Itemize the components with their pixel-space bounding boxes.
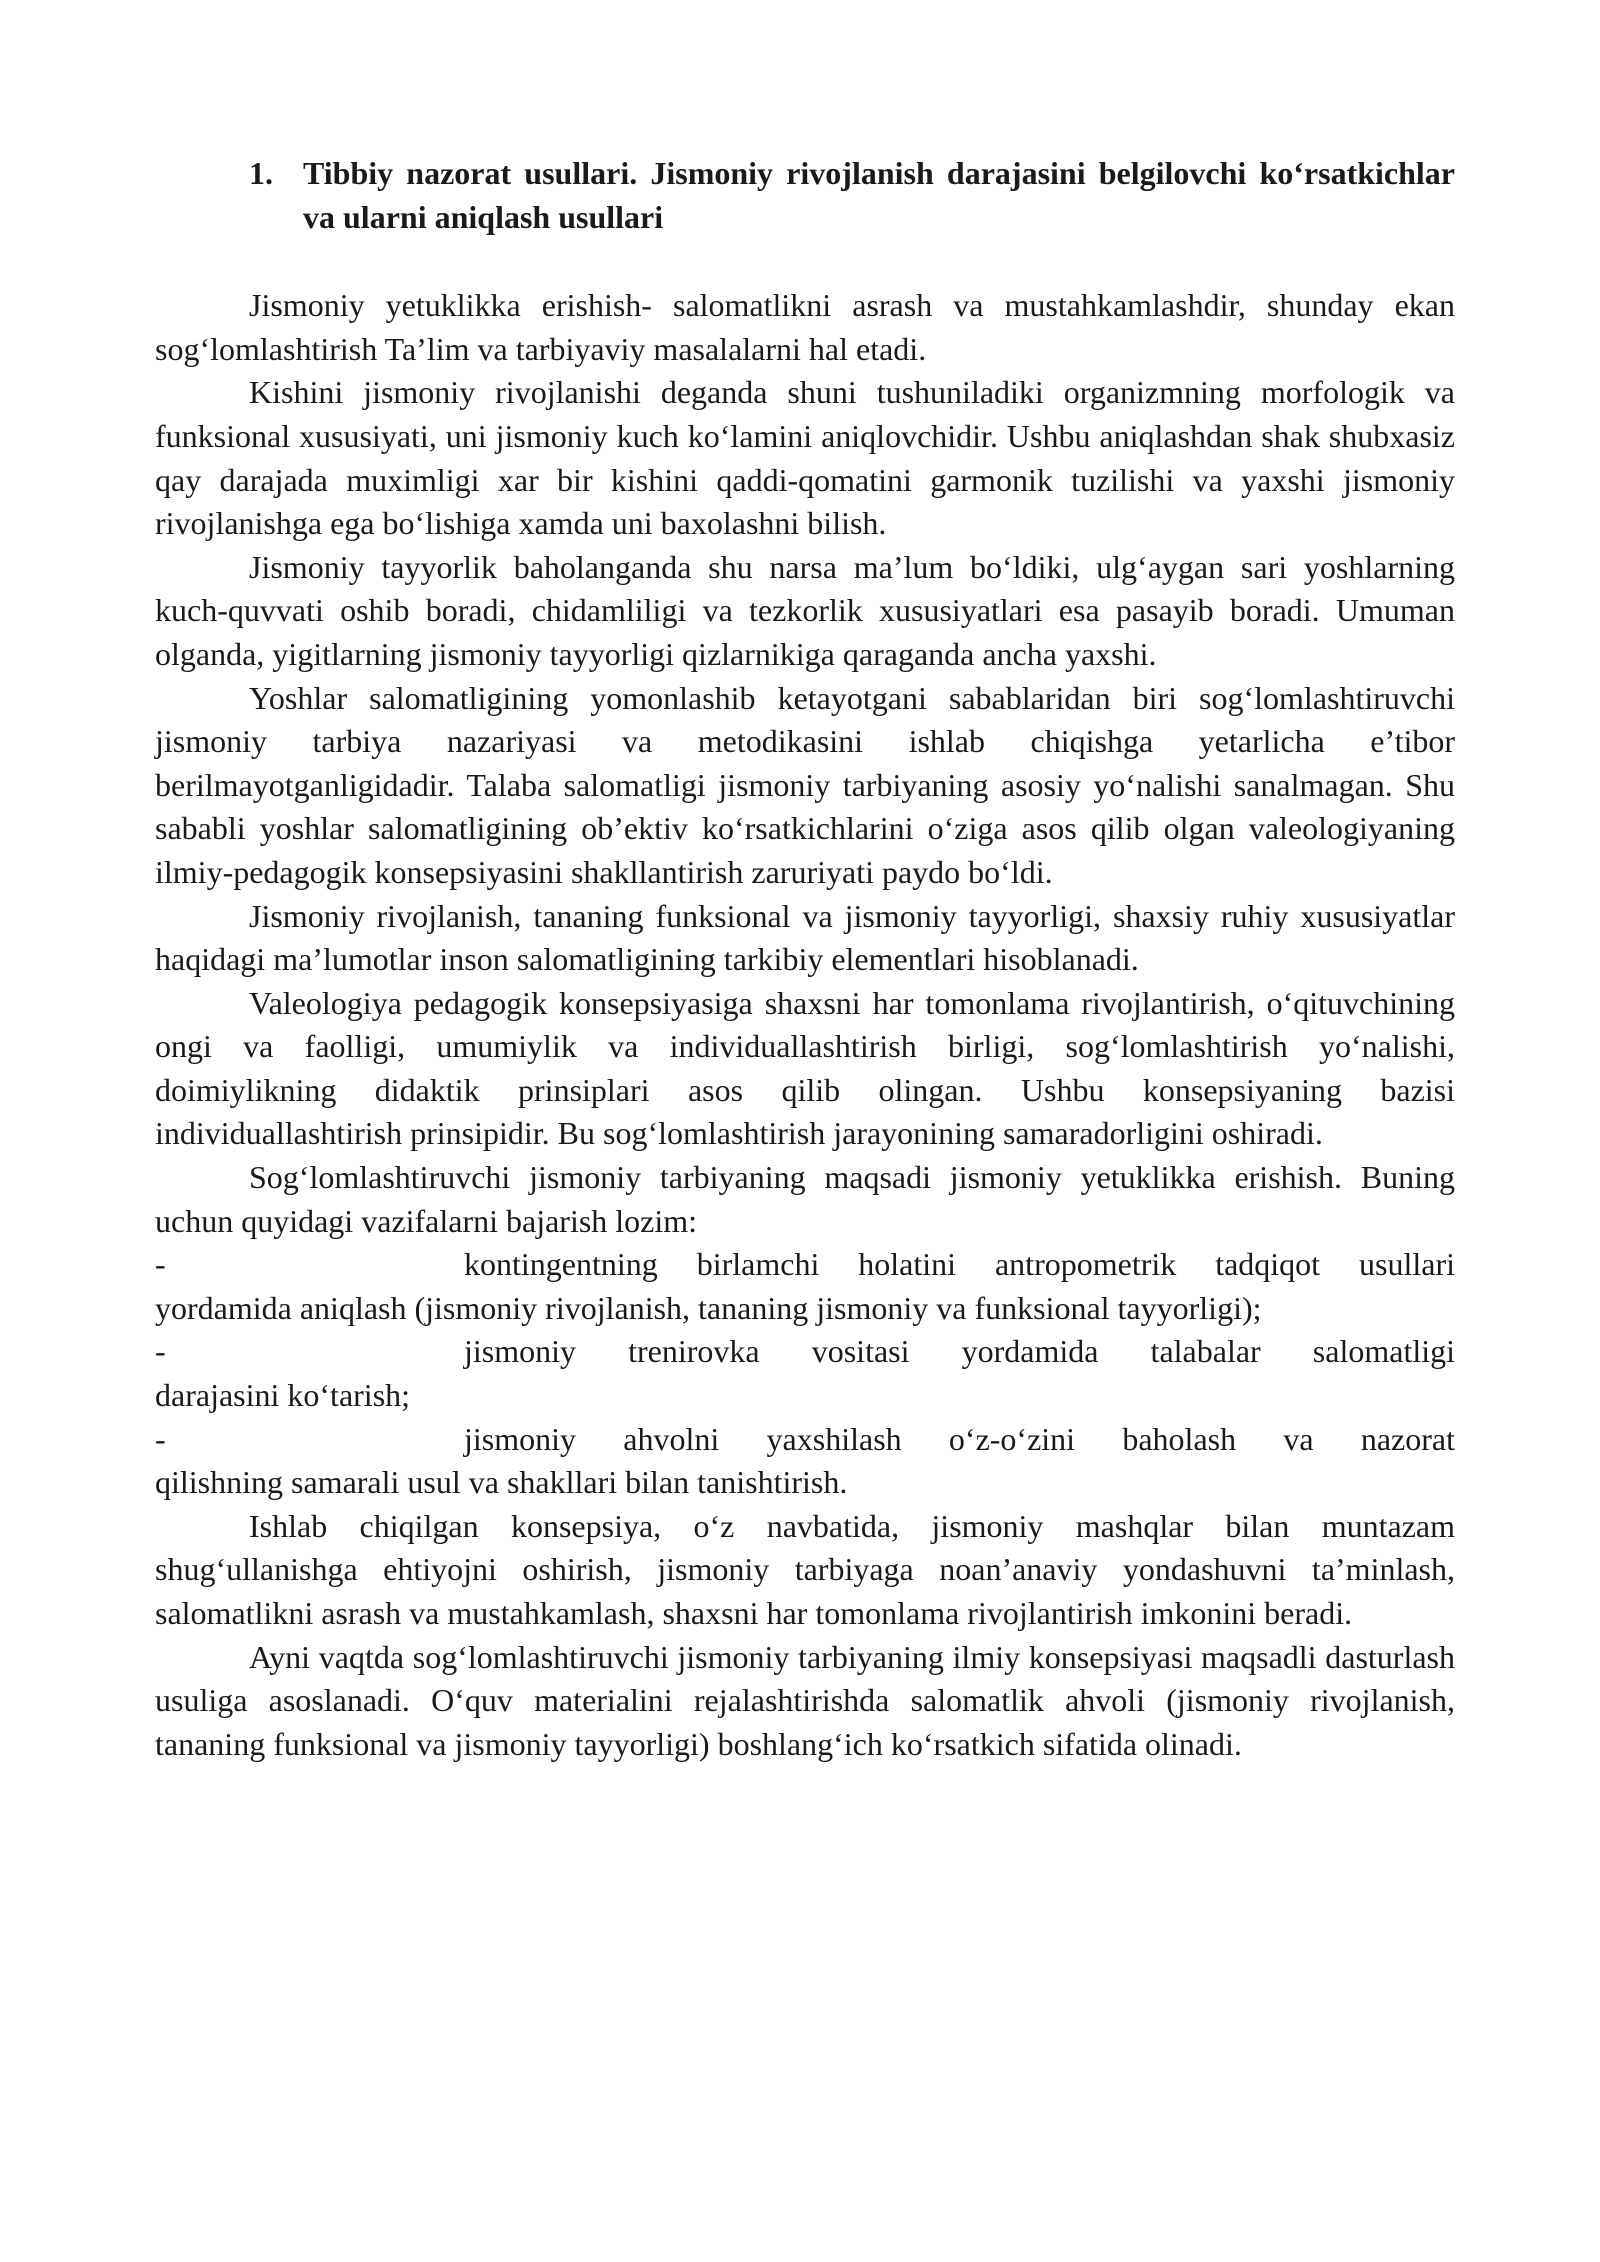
heading-number: 1. — [249, 155, 273, 191]
section-heading — [249, 152, 1455, 239]
paragraph: Ishlab chiqilgan konsepsiya, oʻz navbatida, jismoniy mashqlar bilan muntazam shugʻullanishga ehtiyojni oshirish, jismoniy tarbiyaga noan’anaviy yondashuvni ta’minlash, salomatlikni asrash va mustahkamlash, shaxsni har tomonlama rivojlantirish imkonini beradi. — [155, 1507, 1455, 1631]
list-item-continuation: darajasini koʻtarish; — [155, 1377, 411, 1414]
dash-marker: - — [155, 1246, 166, 1283]
list-item-continuation: yordamida aniqlash (jismoniy rivojlanish, tananing jismoniy va funksional tayyorligi); — [155, 1289, 1262, 1326]
document-page — [155, 152, 1455, 1766]
paragraph: Jismoniy yetuklikka erishish- salomatlikni asrash va mustahkamlashdir, shunday ekan sogʻlomlashtirish Ta’lim va tarbiyaviy masalalarni hal etadi. — [155, 287, 1455, 367]
paragraph: Kishini jismoniy rivojlanishi deganda shuni tushuniladiki organizmning morfologik va funksional xususiyati, uni jismoniy kuch koʻlamini aniqlovchidir. Ushbu aniqlashdan shak shubxasiz qay darajada muximligi xar bir kishini qaddi-qomatini garmonik tuzilishi va yaxshi jismoniy rivojlanishga ega boʻlishiga xamda uni baxolashni bilish. — [155, 374, 1455, 542]
paragraph: Valeologiya pedagogik konsepsiyasiga shaxsni har tomonlama rivojlantirish, oʻqituvchining ongi va faolligi, umumiylik va individuallashtirish birligi, sogʻlomlashtirish yoʻnalishi, doimiylikning didaktik prinsiplari asos qilib olingan. Ushbu konsepsiyaning bazisi individuallashtirish prinsipidir. Bu sogʻlomlashtirish jarayonining samaradorligini oshiradi. — [155, 984, 1455, 1152]
list-item — [155, 1418, 1455, 1505]
list-item-first-line: kontingentning birlamchi holatini antropometrik tadqiqot usullari — [464, 1246, 1455, 1283]
list-item — [155, 1330, 1455, 1417]
dash-marker: - — [155, 1333, 166, 1370]
paragraph: Jismoniy rivojlanish, tananing funksional va jismoniy tayyorligi, shaxsiy ruhiy xususiyatlar haqidagi ma’lumotlar inson salomatligining tarkibiy elementlari hisoblanadi. — [155, 897, 1455, 978]
dash-marker: - — [155, 1420, 166, 1457]
paragraph: Ayni vaqtda sogʻlomlashtiruvchi jismoniy tarbiyaning ilmiy konsepsiyasi maqsadli dasturlash usuliga asoslanadi. Oʻquv materialini rejalashtirishda salomatlik ahvoli (jismoniy rivojlanish, tananing funksional va jismoniy tayyorligi) boshlangʻich koʻrsatkich sifatida olinadi. — [155, 1638, 1455, 1762]
list-item — [155, 1243, 1455, 1330]
paragraph: Sogʻlomlashtiruvchi jismoniy tarbiyaning maqsadi jismoniy yetuklikka erishish. Buning uchun quyidagi vazifalarni bajarish lozim: — [155, 1159, 1455, 1239]
list-item-first-line: jismoniy ahvolni yaxshilash oʻz-oʻzini baholash va nazorat — [464, 1420, 1455, 1457]
list-item-first-line: jismoniy trenirovka vositasi yordamida talabalar salomatligi — [464, 1333, 1455, 1370]
list-item-continuation: qilishning samarali usul va shakllari bilan tanishtirish. — [155, 1464, 848, 1501]
paragraph: Jismoniy tayyorlik baholanganda shu narsa ma’lum boʻldiki, ulgʻaygan sari yoshlarning kuch-quvvati oshib boradi, chidamliligi va tezkorlik xususiyatlari esa pasayib boradi. Umuman olganda, yigitlarning jismoniy tayyorligi qizlarnikiga qaraganda ancha yaxshi. — [155, 548, 1455, 672]
paragraph: Yoshlar salomatligining yomonlashib ketayotgani sabablaridan biri sogʻlomlashtiruvchi jismoniy tarbiya nazariyasi va metodikasini ishlab chiqishga yetarlicha e’tibor berilmayotganligidadir. Talaba salomatligi jismoniy tarbiyaning asosiy yoʻnalishi sanalmagan. Shu sababli yoshlar salomatligining ob’ektiv koʻrsatkichlarini oʻziga asos qilib olgan valeologiyaning ilmiy-pedagogik konsepsiyasini shakllantirish zaruriyati paydo boʻldi. — [155, 679, 1455, 890]
heading-title: Tibbiy nazorat usullari. Jismoniy rivojlanish darajasini belgilovchi koʻrsatkichlar va ularni aniqlash usullari — [303, 155, 1455, 235]
